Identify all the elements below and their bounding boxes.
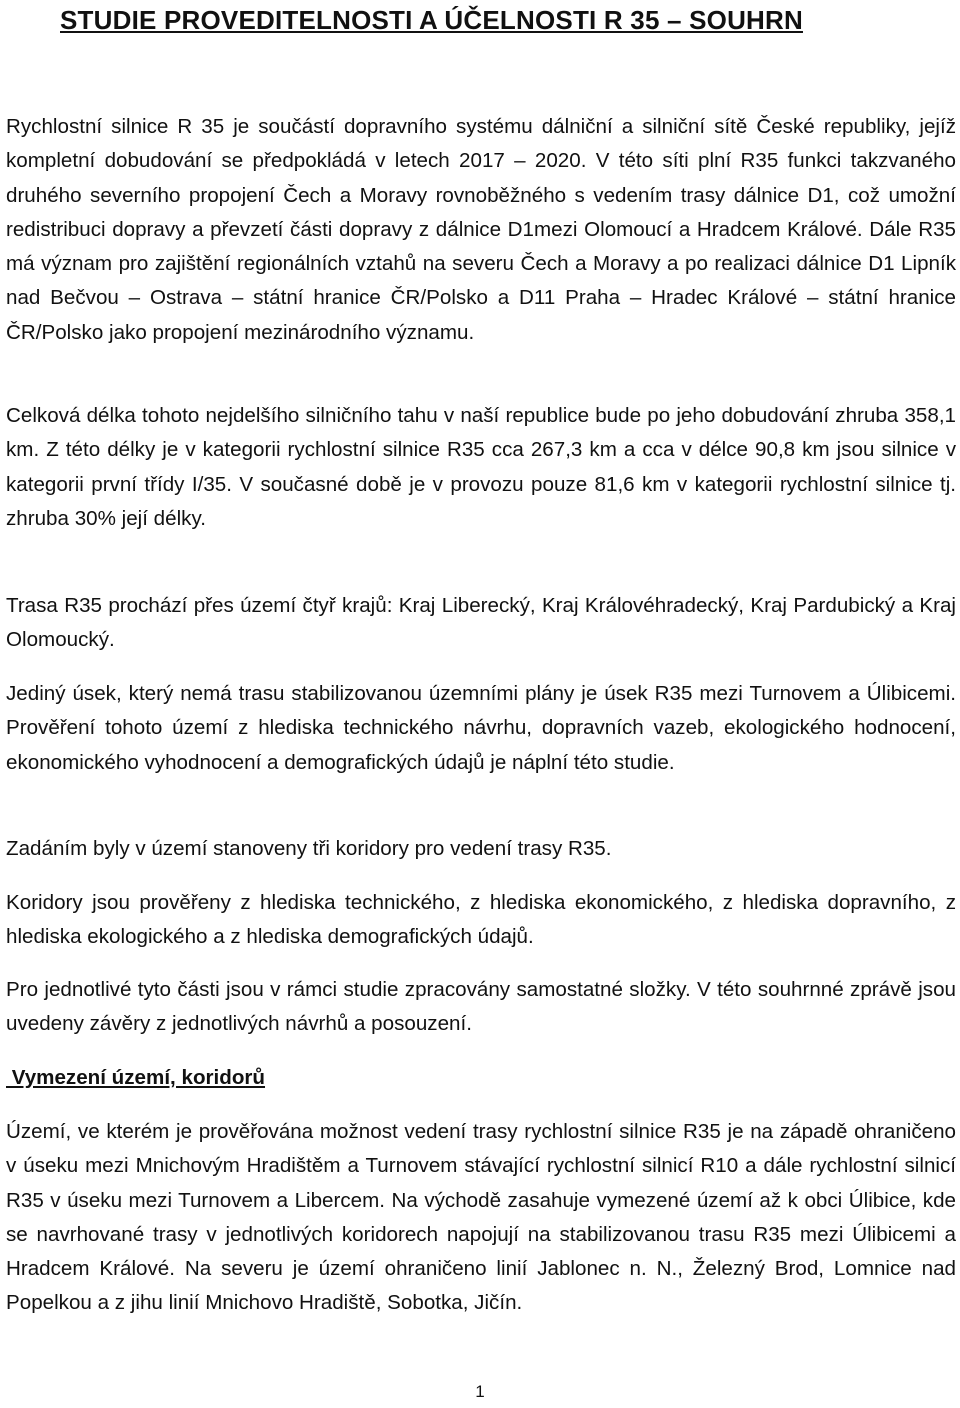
paragraph-regions: Trasa R35 prochází přes území čtyř krajů: Kraj Liberecký, Kraj Královéhradecký, Kraj Pardubický a Kraj Olomoucký.: [6, 594, 956, 652]
paragraph-length: Celková délka tohoto nejdelšího silničního tahu v naší republice bude po jeho dobudování zhruba 358,1 km. Z této délky je v kategorii rychlostní silnice R35 cca 267,3 km a cca v délce 90,8 km jsou silnice v kategorii první třídy I/35. V současné době je v provozu pouze 81,6 km v kategorii rychlostní silnice tj. zhruba 30% její délky.: [6, 404, 956, 530]
paragraph-corridors: Koridory jsou prověřeny z hlediska technického, z hlediska ekonomického, z hlediska dopravního, z hlediska ekologického a z hlediska demografických údajů.: [6, 891, 956, 949]
paragraph-parts: Pro jednotlivé tyto části jsou v rámci studie zpracovány samostatné složky. V této souhrnné zprávě jsou uvedeny závěry z jednotlivých návrhů a posouzení.: [6, 978, 956, 1036]
document-page: [6, 0, 956, 1408]
paragraph-territory: Území, ve kterém je prověřována možnost vedení trasy rychlostní silnice R35 je na západě ohraničeno v úseku mezi Mnichovým Hradištěm a Turnovem stávající rychlostní silnicí R10 a dále rychlostní silnicí R35 v úseku mezi Turnovem a Libercem. Na východě zasahuje vymezené území až k obci Úlibice, kde se navrhované trasy v jednotlivých koridorech napojují na stabilizovanou trasu R35 mezi Úlibicemi a Hradcem Králové. Na severu je území ohraničeno linií Jablonec n. N., Železný Brod, Lomnice nad Popelkou a z jihu linií Mnichovo Hradiště, Sobotka, Jičín.: [6, 1120, 956, 1315]
document-title: STUDIE PROVEDITELNOSTI A ÚČELNOSTI R 35 – SOUHRN: [60, 5, 803, 35]
section-heading: Vymezení území, koridorů: [6, 1066, 266, 1089]
paragraph-assignment: Zadáním byly v území stanoveny tři koridory pro vedení trasy R35.: [6, 837, 612, 860]
paragraph-intro: Rychlostní silnice R 35 je součástí dopravního systému dálniční a silniční sítě České republiky, jejíž kompletní dobudování se předpokládá v letech 2017 – 2020. V této síti plní R35 funkci takzvaného druhého severního propojení Čech a Moravy rovnoběžného s vedením trasy dálnice D1, což umožní redistribuci dopravy a převzetí části dopravy z dálnice D1mezi Olomoucí a Hradcem Králové. Dále R35 má význam pro zajištění regionálních vztahů na severu Čech a Moravy a po realizaci dálnice D1 Lipník nad Bečvou – Ostrava – státní hranice ČR/Polsko a D11 Praha – Hradec Králové – státní hranice ČR/Polsko jako propojení mezinárodního významu.: [6, 115, 956, 344]
page-number: 1: [475, 1382, 485, 1401]
paragraph-unstabilized-section: Jediný úsek, který nemá trasu stabilizovanou územními plány je úsek R35 mezi Turnovem a Úlibicemi. Prověření tohoto území z hlediska technického návrhu, dopravních vazeb, ekologického hodnocení, ekonomického vyhodnocení a demografických údajů je náplní této studie.: [6, 682, 956, 774]
